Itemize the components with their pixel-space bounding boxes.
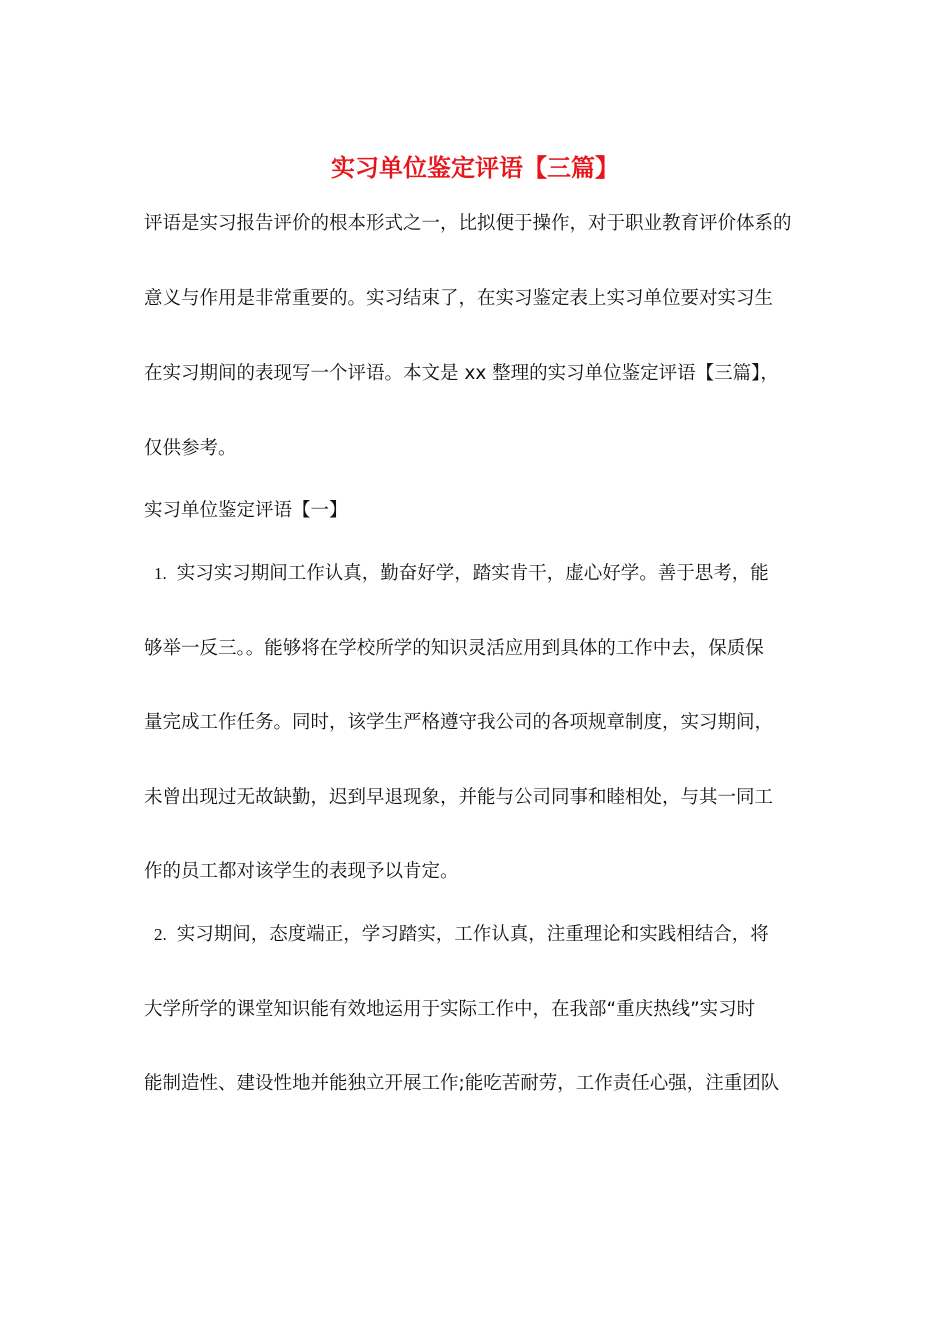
item-1-first-text: 实习实习期间工作认真，勤奋好学，踏实肯干，虚心好学。善于思考，能 [176, 563, 769, 584]
item-1-line-5: 作的员工都对该学生的表现予以肯定。 [144, 861, 459, 882]
item-1-line-4: 未曾出现过无故缺勤，迟到早退现象，并能与公司同事和睦相处，与其一同工 [144, 787, 774, 808]
item-2-number: 2. [154, 925, 167, 944]
item-2-first-line [144, 920, 814, 950]
intro-line-1: 评语是实习报告评价的根本形式之一，比拟便于操作，对于职业教育评价体系的 [144, 213, 792, 234]
item-1-first-line [144, 559, 814, 589]
document-title: 实习单位鉴定评语【三篇】 [331, 153, 619, 182]
item-1-line-2: 够举一反三。。能够将在学校所学的知识灵活应用到具体的工作中去，保质保 [144, 638, 764, 659]
intro-line-2: 意义与作用是非常重要的。实习结束了，在实习鉴定表上实习单位要对实习生 [144, 288, 774, 309]
item-2-line-3: 能制造性、建设性地并能独立开展工作;能吃苦耐劳，工作责任心强，注重团队 [144, 1073, 780, 1094]
item-1-number: 1. [154, 564, 167, 583]
item-2-first-text: 实习期间，态度端正，学习踏实，工作认真，注重理论和实践相结合，将 [176, 924, 769, 945]
item-2-line-2: 大学所学的课堂知识能有效地运用于实际工作中，在我部“重庆热线”实习时 [144, 999, 756, 1020]
intro-line-3: 在实习期间的表现写一个评语。本文是 xx 整理的实习单位鉴定评语【三篇】， [144, 363, 779, 384]
intro-line-4: 仅供参考。 [144, 438, 237, 459]
item-1-line-3: 量完成工作任务。同时，该学生严格遵守我公司的各项规章制度，实习期间， [144, 712, 774, 733]
section-heading: 实习单位鉴定评语【一】 [144, 500, 348, 521]
